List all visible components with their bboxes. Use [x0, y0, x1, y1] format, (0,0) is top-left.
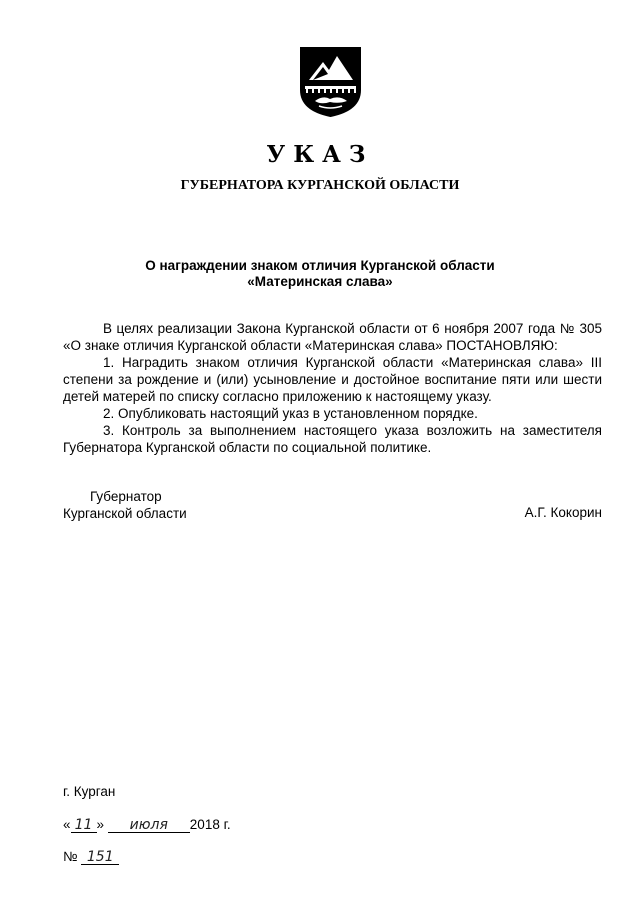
number-prefix: № — [63, 849, 78, 864]
signatory-name: А.Г. Кокорин — [524, 505, 602, 520]
signatory-role-line-2: Курганской области — [63, 506, 187, 521]
signatory-role — [63, 488, 203, 522]
issue-date — [63, 817, 231, 833]
item-1-paragraph: 1. Наградить знаком отличия Курганской области «Материнская слава» III степени за рождение и (или) усыновление и достойное воспитание пяти или шести детей матерей по списку согласно приложению к настоящему указу. — [63, 355, 602, 404]
date-close-quote: » — [96, 817, 105, 832]
document-title: УКАЗ — [266, 141, 374, 168]
item-3-paragraph: 3. Контроль за выполнением настоящего указа возложить на заместителя Губернатора Курганской области по социальной политике. — [63, 423, 602, 455]
document-body — [63, 320, 602, 456]
preamble-paragraph: В целях реализации Закона Курганской области от 6 ноября 2007 года № 305 «О знаке отличия Курганской области «Материнская слава» ПОСТАНОВЛЯЮ: — [63, 321, 602, 353]
signatory-role-line-1: Губернатор — [90, 489, 162, 504]
issue-city: г. Курган — [63, 784, 116, 799]
date-year: 2018 г. — [189, 817, 231, 832]
date-day-handwritten: 11 — [71, 818, 97, 833]
subject-line-2: «Материнская слава» — [247, 274, 393, 289]
coat-of-arms-emblem — [299, 46, 362, 118]
document-number — [63, 849, 119, 865]
date-open-quote: « — [63, 817, 71, 832]
subject-line-1: О награждении знаком отличия Курганской области — [145, 258, 495, 273]
item-2-paragraph: 2. Опубликовать настоящий указ в установленном порядке. — [103, 406, 478, 421]
number-handwritten: 151 — [81, 850, 119, 865]
date-month-handwritten: июля — [108, 818, 190, 833]
issuer-heading: ГУБЕРНАТОРА КУРГАНСКОЙ ОБЛАСТИ — [180, 178, 460, 193]
subject-heading — [0, 258, 640, 290]
